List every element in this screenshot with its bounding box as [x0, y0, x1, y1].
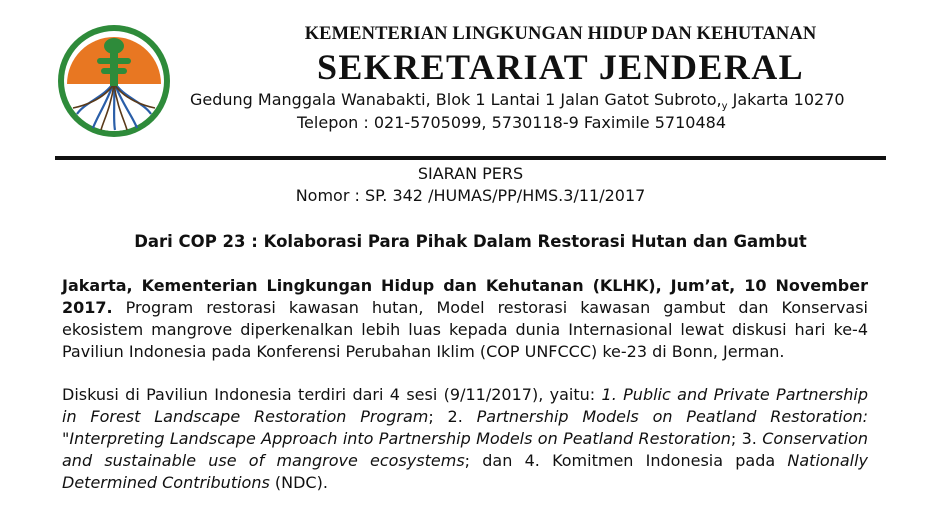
paragraph-1-lead: Jakarta, Kementerian Lingkungan Hidup dan Kehutanan (KLHK), Jum’at, 10 November 2017. — [62, 276, 868, 317]
office-address — [190, 90, 845, 112]
address-city: Jakarta 10270 — [727, 90, 845, 109]
p2-sep-2: ; 3. — [730, 429, 763, 448]
header-divider — [55, 156, 886, 160]
p2-intro: Diskusi di Paviliun Indonesia terdiri dari 4 sesi (9/11/2017), yaitu: — [62, 385, 602, 404]
paragraph-2 — [62, 384, 868, 494]
office-phone: Telepon : 021-5705099, 5730118-9 Faximile 5710484 — [297, 113, 726, 132]
paragraph-1-text: Program restorasi kawasan hutan, Model restorasi kawasan gambut dan Konservasi ekosistem mangrove diperkenalkan lebih luas kepada dunia Internasional lewat diskusi hari ke-4 Paviliun Indonesia pada Konferensi Perubahan Iklim (COP UNFCCC) ke-23 di Bonn, Jerman. — [62, 298, 868, 361]
p2-sep-1: ; 2. — [428, 407, 477, 426]
p2-session-2: Partnership Models on Peatland Restoration — [476, 407, 863, 426]
p2-sep-3: ; dan 4. Komitmen Indonesia pada — [464, 451, 788, 470]
p2-session-4: Nationally Determined Contributions — [62, 451, 868, 492]
klhk-logo-icon — [55, 22, 173, 140]
office-name: SEKRETARIAT JENDERAL — [316, 47, 805, 87]
p2-session-2b: : "Interpreting Landscape Approach into Partnership Models on Peatland Restoration — [62, 407, 869, 448]
release-number: Nomor : SP. 342 /HUMAS/PP/HMS.3/11/2017 — [295, 186, 646, 205]
address-sub: y — [721, 101, 728, 113]
address-main: Gedung Manggala Wanabakti, Blok 1 Lantai 1 Jalan Gatot Subroto, — [190, 90, 722, 109]
release-label: SIARAN PERS — [417, 164, 524, 183]
p2-session-3: Conservation and sustainable use of mangrove ecosystems — [62, 429, 869, 470]
release-title: Dari COP 23 : Kolaborasi Para Pihak Dalam Restorasi Hutan dan Gambut — [134, 232, 807, 251]
paragraph-1 — [62, 275, 868, 363]
p2-session-1: 1. Public and Private Partnership in Forest Landscape Restoration Program — [62, 385, 868, 426]
p2-end: (NDC). — [269, 473, 328, 492]
ministry-name: KEMENTERIAN LINGKUNGAN HIDUP DAN KEHUTANAN — [304, 24, 817, 44]
